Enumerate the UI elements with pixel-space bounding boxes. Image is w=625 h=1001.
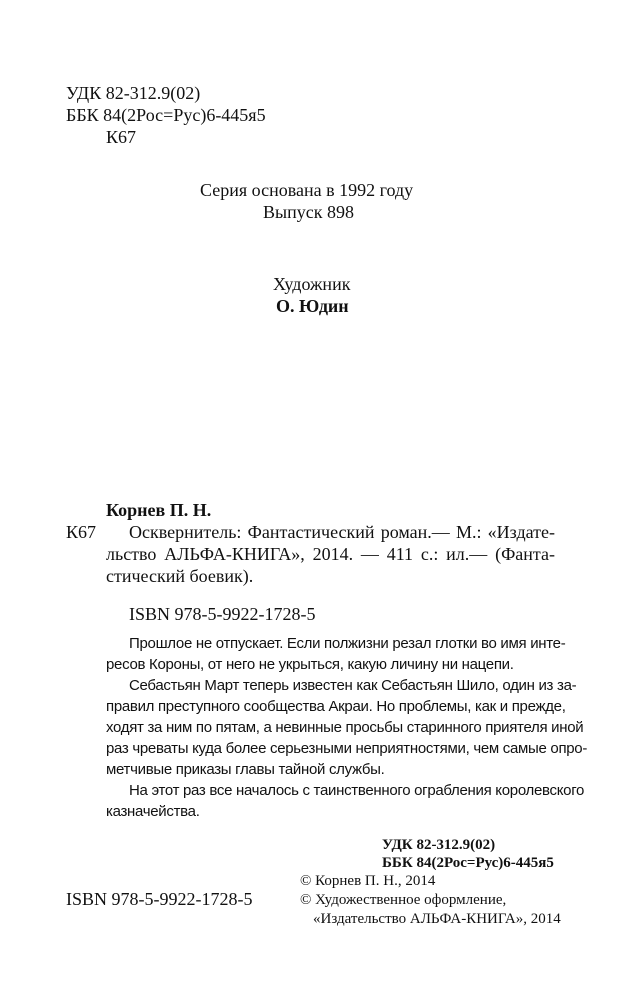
annotation-line: раз чреваты куда более серьезными неприятностями, чем самые опро- bbox=[106, 740, 588, 757]
series-founded: Серия основана в 1992 году bbox=[200, 180, 414, 200]
annotation-line: Себастьян Март теперь известен как Себастьян Шило, один из за- bbox=[129, 677, 577, 694]
udk-code: УДК 82-312.9(02) bbox=[66, 83, 201, 103]
card-isbn: ISBN 978-5-9922-1728-5 bbox=[129, 604, 316, 624]
annotation-line: ресов Короны, от него не укрыться, какую личину ни нацепи. bbox=[106, 656, 514, 673]
annotation-line: правил преступного сообщества Акраи. Но проблемы, как и прежде, bbox=[106, 698, 566, 715]
copyright-author: © Корнев П. Н., 2014 bbox=[300, 873, 436, 889]
series-issue: Выпуск 898 bbox=[263, 202, 354, 222]
card-description-line: стический боевик). bbox=[106, 566, 254, 586]
bottom-bbk: ББК 84(2Рос=Рус)6-445я5 bbox=[382, 855, 554, 871]
bbk-code: ББК 84(2Рос=Рус)6-445я5 bbox=[66, 105, 266, 125]
isbn-bottom: ISBN 978-5-9922-1728-5 bbox=[66, 889, 253, 909]
annotation-line: метчивые приказы главы тайной службы. bbox=[106, 761, 385, 778]
artist-name: О. Юдин bbox=[276, 296, 349, 316]
annotation-line: ходят за ним по пятам, а невинные просьбы старинного приятеля иной bbox=[106, 719, 584, 736]
annotation-line: казначейства. bbox=[106, 803, 200, 820]
annotation-line: Прошлое не отпускает. Если полжизни резал глотки во имя инте- bbox=[129, 635, 566, 652]
card-code: К67 bbox=[66, 522, 97, 542]
card-author: Корнев П. Н. bbox=[106, 500, 212, 520]
bottom-udk: УДК 82-312.9(02) bbox=[382, 837, 496, 853]
author-mark: К67 bbox=[106, 127, 137, 147]
card-description-line: льство АЛЬФА-КНИГА», 2014. — 411 с.: ил.— (Фанта- bbox=[106, 544, 555, 564]
copyright-publisher: «Издательство АЛЬФА-КНИГА», 2014 bbox=[313, 911, 561, 927]
copyright-design: © Художественное оформление, bbox=[300, 892, 507, 908]
artist-label: Художник bbox=[273, 274, 351, 294]
card-description-line: Осквернитель: Фантастический роман.— М.: «Издате- bbox=[129, 522, 555, 542]
annotation-line: На этот раз все началось с таинственного ограбления королевского bbox=[129, 782, 585, 799]
